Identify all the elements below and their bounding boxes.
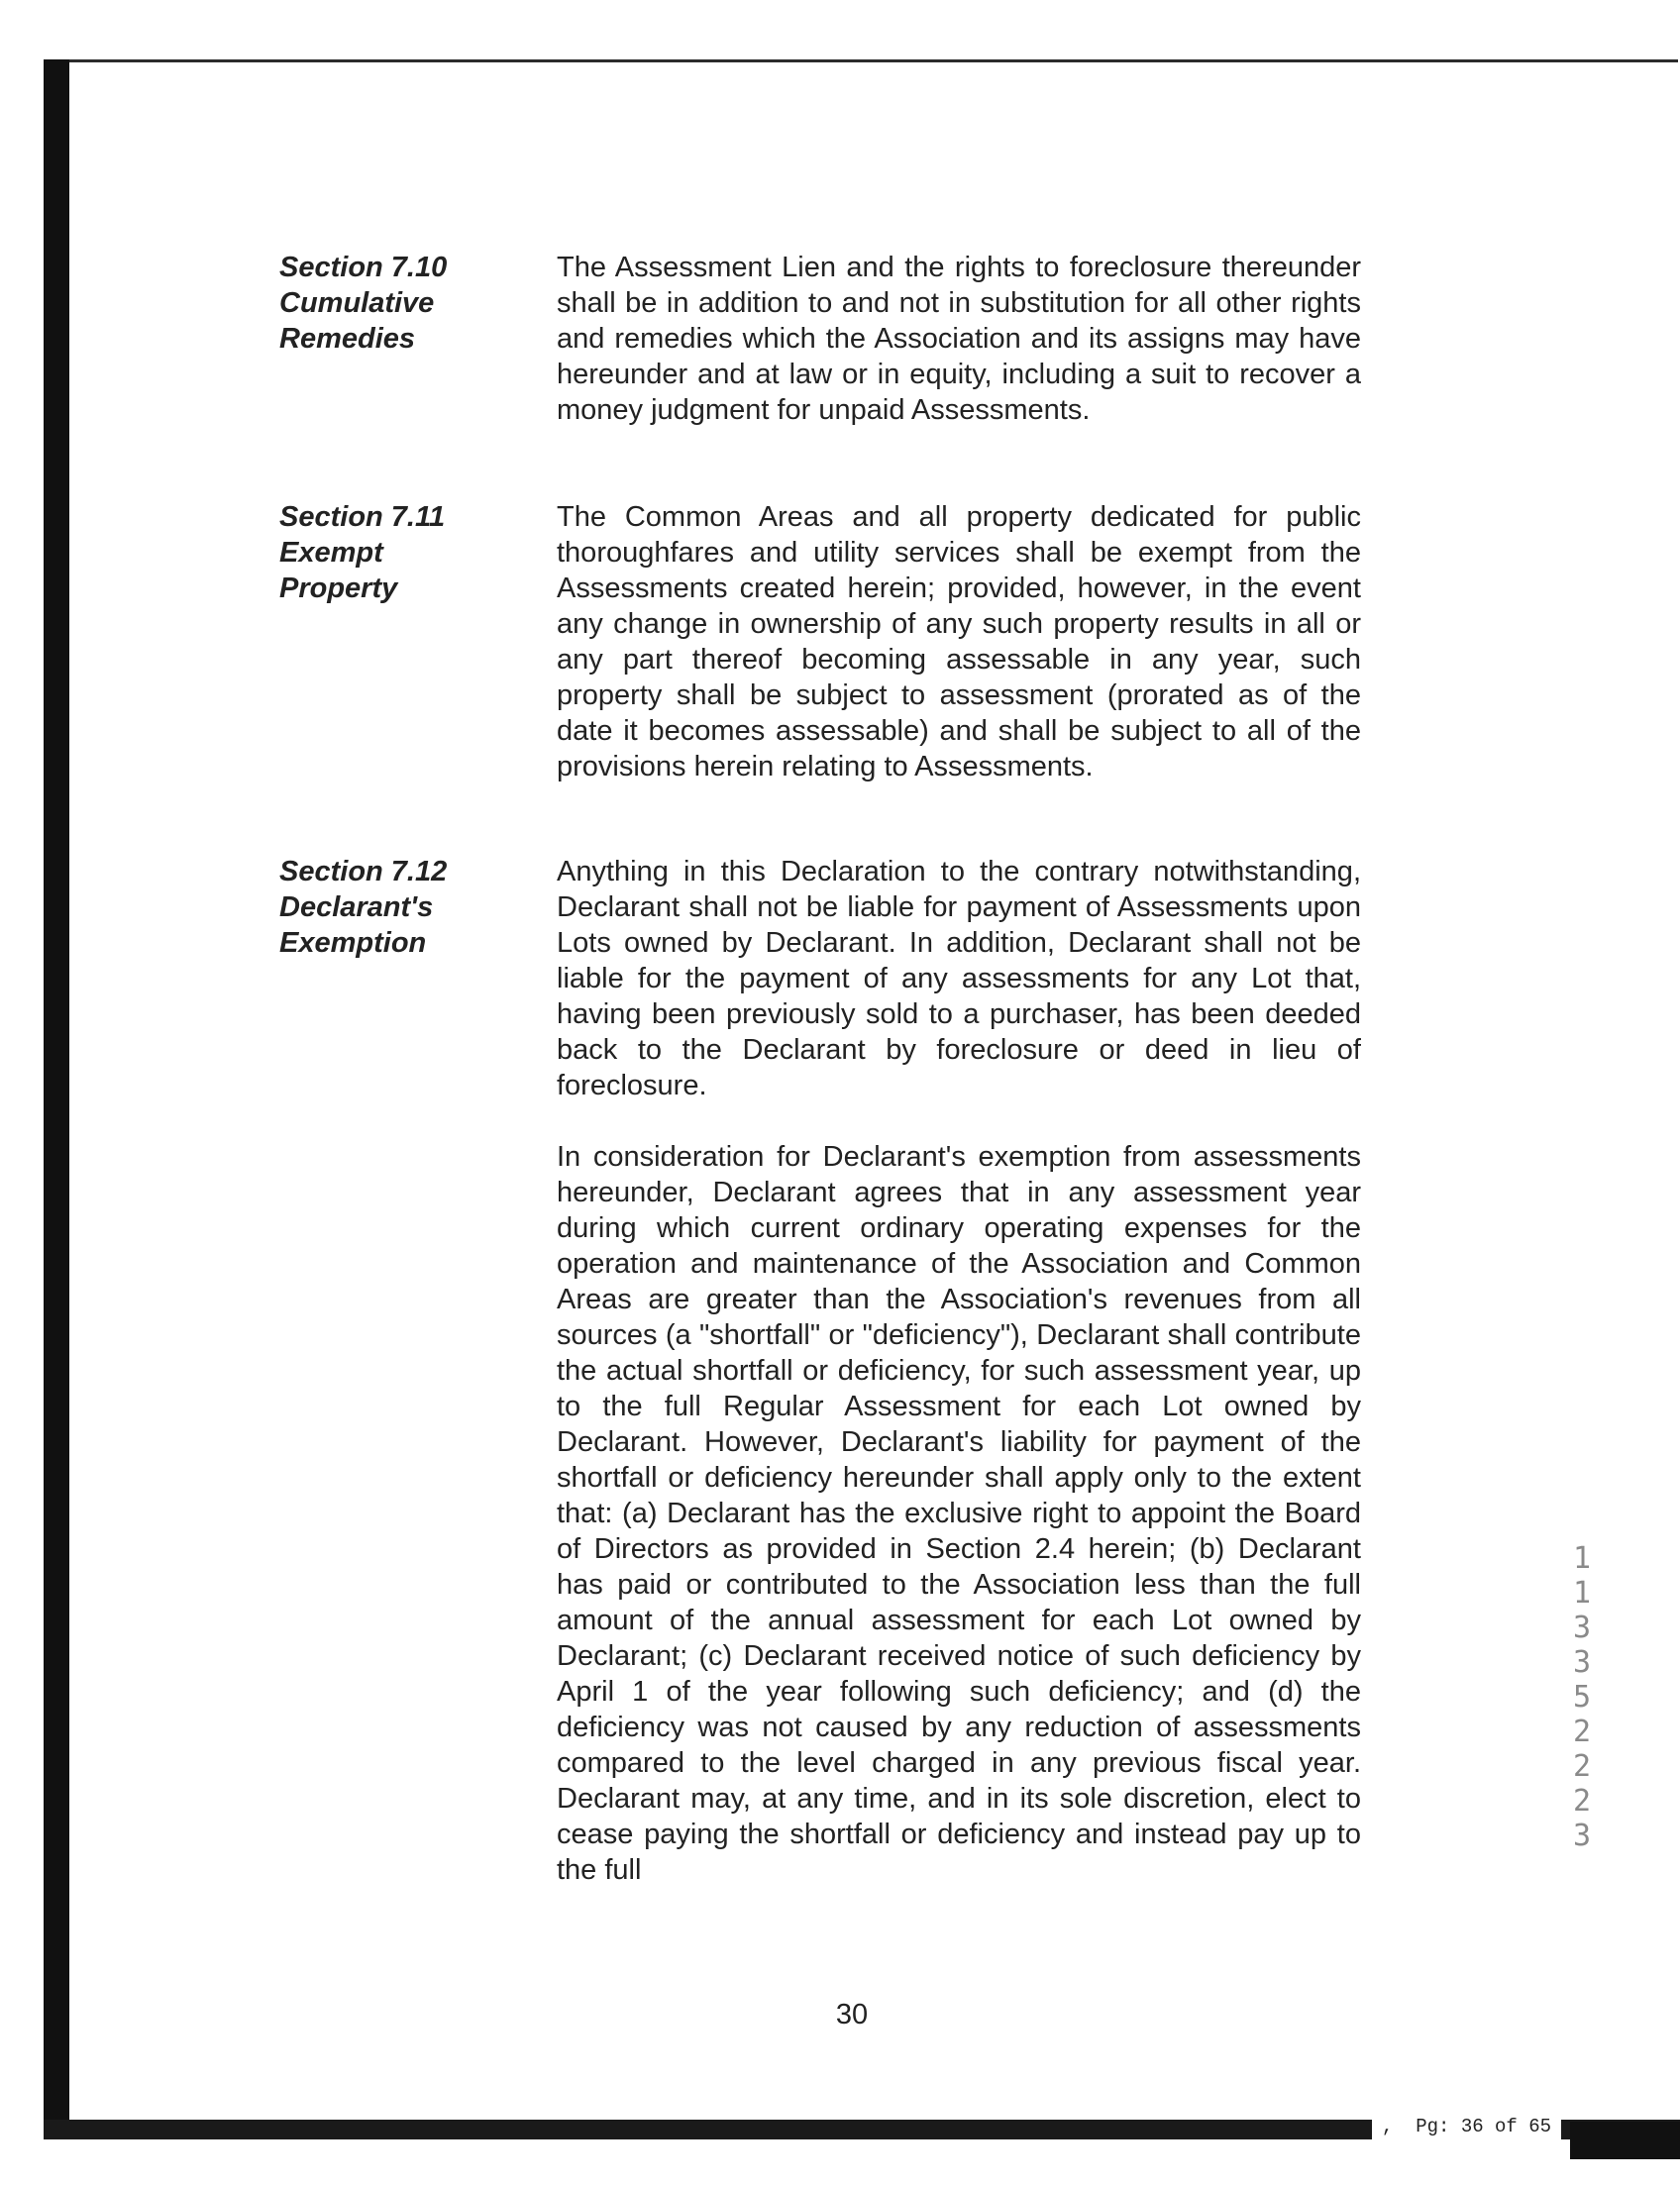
scan-frame-top — [44, 59, 1678, 62]
section-title-line: Declarant's — [279, 891, 434, 923]
section-number: Section 7.11 — [279, 501, 446, 533]
section-number: Section 7.10 — [279, 252, 448, 283]
section-heading — [279, 499, 507, 606]
section-heading — [279, 854, 507, 961]
section-body: Anything in this Declaration to the contrary notwithstanding, Declarant shall not be liable for payment of Assessments upon Lots owned by Declarant. In addition, Declarant shall not be liable for the payment of any assessments for any Lot that, having been previously sold to a purchaser, has been deeded back to the Declarant by foreclosure or deed in lieu of foreclosure. — [557, 856, 1361, 1101]
scan-frame-left — [44, 59, 69, 2139]
recording-side-stamp: 11335 2223 — [1572, 1541, 1592, 1853]
section-heading — [279, 250, 507, 357]
scan-frame-corner — [1570, 2122, 1680, 2159]
section-title-line: Exemption — [279, 927, 427, 959]
continuation-paragraph: In consideration for Declarant's exemption from assessments hereunder, Declarant agrees that in any assessment year during which current ordinary operating expenses for the operation and maintenance of the Association and Common Areas are greater than the Association's revenues from all sources (a "shortfall" or "deficiency"), Declarant shall contribute the actual shortfall or deficiency, for such assessment year, up to the full Regular Assessment for each Lot owned by Declarant. However, Declarant's liability for payment of the shortfall or deficiency hereunder shall apply only to the extent that: (a) Declarant has the exclusive right to appoint the Board of Directors as provided in Section 2.4 herein; (b) Declarant has paid or contributed to the Association less than the full amount of the annual assessment for each Lot owned by Declarant; (c) Declarant received notice of such deficiency by April 1 of the year following such deficiency; and (d) the deficiency was not caused by any reduction of assessments compared to the level charged in any previous fiscal year. Declarant may, at any time, and in its sole discretion, elect to cease paying the shortfall or deficiency and instead pay up to the full — [557, 1141, 1361, 1886]
page-number: 30 — [835, 1999, 869, 2031]
section-title-line: Property — [279, 573, 398, 604]
page-count-stamp: , Pg: 36 of 65 — [1372, 2112, 1561, 2141]
section-body: The Common Areas and all property dedicated for public thoroughfares and utility services shall be exempt from the Assessments created herein; provided, however, in the event any change in ownership of any such property results in all or any part thereof becoming assessable in any year, such property shall be subject to assessment (prorated as of the date it becomes assessable) and shall be subject to all of the provisions herein relating to Assessments. — [557, 501, 1361, 782]
section-title-line: Exempt — [279, 537, 383, 569]
section-number: Section 7.12 — [279, 856, 448, 887]
section-title-line: Cumulative — [279, 287, 435, 319]
section-body: The Assessment Lien and the rights to foreclosure thereunder shall be in addition to and not in substitution for all other rights and remedies which the Association and its assigns may have hereunder and at law or in equity, including a suit to recover a money judgment for unpaid Assessments. — [557, 252, 1361, 426]
section-title-line: Remedies — [279, 323, 416, 355]
